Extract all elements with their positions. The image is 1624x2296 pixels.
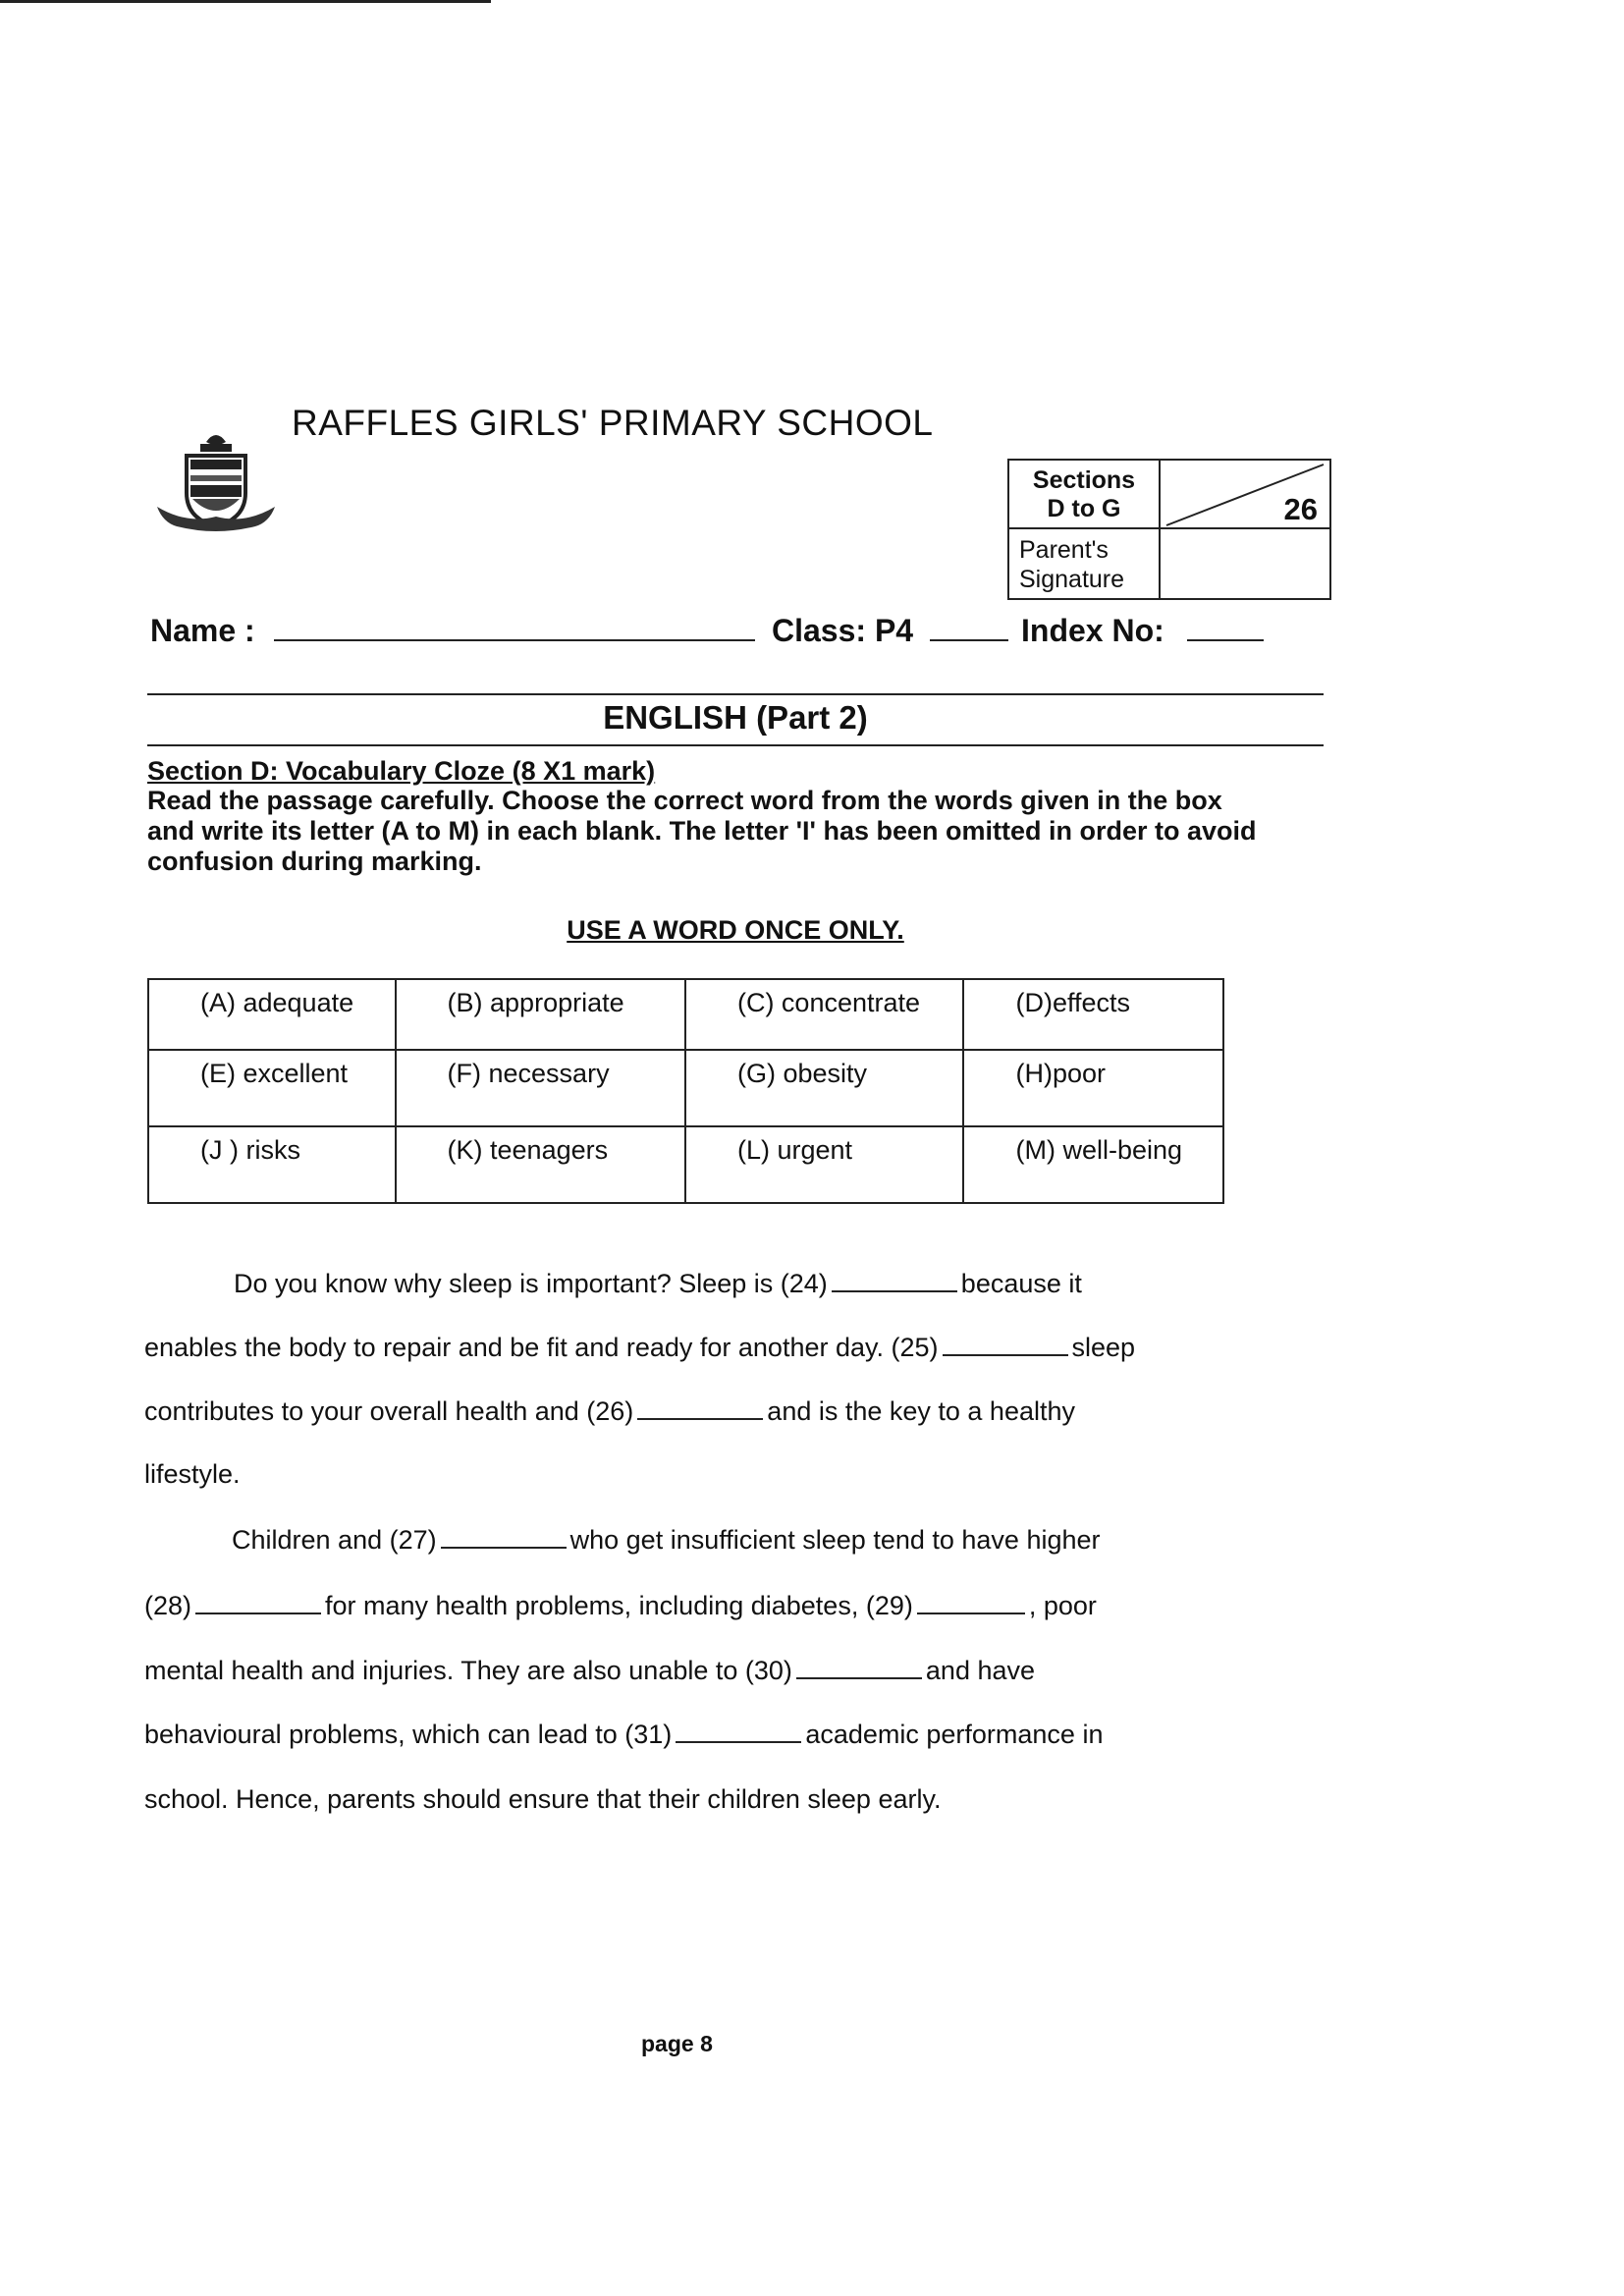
word-option: (E) excellent [148, 1050, 396, 1126]
passage-line [144, 1333, 1254, 1362]
passage-line [234, 1269, 1343, 1298]
passage-text: and have [925, 1656, 1036, 1685]
word-option: (F) necessary [396, 1050, 685, 1126]
parent-signature-label: Parent's Signature [1009, 529, 1161, 598]
passage-text: mental health and injuries. They are also unable to (30) [144, 1656, 792, 1685]
sections-range-text: D to G [1047, 495, 1121, 522]
passage-line [144, 1459, 1254, 1489]
word-option: (H)poor [963, 1050, 1223, 1126]
passage-line [144, 1396, 1254, 1426]
score-box [1007, 459, 1331, 600]
table-row [148, 979, 1223, 1050]
blank-25[interactable] [943, 1353, 1068, 1356]
passage-text: behavioural problems, which can lead to (31) [144, 1720, 673, 1749]
title-top-rule [147, 693, 1324, 695]
word-option: (C) concentrate [685, 979, 964, 1050]
class-field[interactable] [930, 638, 1008, 641]
class-label: Class: P4 [772, 613, 914, 648]
word-option: (K) teenagers [396, 1126, 685, 1203]
blank-31[interactable] [676, 1740, 801, 1743]
table-row [148, 1050, 1223, 1126]
sections-label [1009, 461, 1161, 529]
blank-29[interactable] [917, 1612, 1025, 1614]
passage-line [144, 1784, 1254, 1814]
sections-label-text: Sections [1032, 466, 1136, 494]
word-option: (J ) risks [148, 1126, 396, 1203]
score-cell [1161, 461, 1329, 529]
school-crest-icon [147, 420, 285, 536]
once-only-note: USE A WORD ONCE ONLY. [567, 915, 904, 945]
class-row [772, 613, 1008, 649]
school-name: RAFFLES GIRLS' PRIMARY SCHOOL [292, 403, 934, 443]
passage-text: school. Hence, parents should ensure that their children sleep early. [144, 1784, 942, 1814]
word-option: (M) well-being [963, 1126, 1223, 1203]
blank-26[interactable] [637, 1417, 763, 1420]
blank-28[interactable] [195, 1612, 321, 1614]
passage-text: and is the key to a healthy [767, 1396, 1076, 1426]
passage-text: (28) [144, 1591, 192, 1620]
word-option: (G) obesity [685, 1050, 964, 1126]
index-label: Index No: [1021, 613, 1164, 648]
name-row [150, 613, 755, 649]
title-bottom-rule [147, 744, 1324, 746]
word-option: (B) appropriate [396, 979, 685, 1050]
passage-text: who get insufficient sleep tend to have higher [569, 1525, 1101, 1555]
page-number: page 8 [641, 2031, 713, 2056]
passage-line [144, 1720, 1254, 1749]
passage-text: sleep [1071, 1333, 1136, 1362]
parent-signature-field[interactable] [1161, 529, 1329, 598]
word-box-table [147, 978, 1224, 1204]
index-row [1021, 613, 1264, 649]
word-option: (A) adequate [148, 979, 396, 1050]
passage-line [232, 1525, 1341, 1555]
passage-text: Do you know why sleep is important? Sleep is (24) [234, 1269, 828, 1298]
name-label: Name : [150, 613, 255, 648]
instructions: Read the passage carefully. Choose the correct word from the words given in the box and write its letter (A to M) in each blank. The letter 'I' has been omitted in order to avoid confusion during marking. [147, 786, 1257, 876]
passage-line [144, 1591, 1254, 1620]
passage-text: enables the body to repair and be fit and ready for another day. (25) [144, 1333, 939, 1362]
word-option: (L) urgent [685, 1126, 964, 1203]
passage-line [144, 1656, 1254, 1685]
passage-text: , poor [1028, 1591, 1097, 1620]
scan-top-edge [0, 0, 491, 3]
passage-text: for many health problems, including diabetes, (29) [325, 1591, 913, 1620]
passage-text: academic performance in [805, 1720, 1104, 1749]
passage-text: because it [960, 1269, 1082, 1298]
word-option: (D)effects [963, 979, 1223, 1050]
total-marks: 26 [1283, 492, 1318, 526]
table-row [148, 1126, 1223, 1203]
index-field[interactable] [1187, 638, 1264, 641]
name-field[interactable] [274, 638, 755, 641]
passage-text: Children and (27) [232, 1525, 437, 1555]
blank-27[interactable] [441, 1546, 567, 1549]
blank-30[interactable] [796, 1676, 922, 1679]
passage-text: lifestyle. [144, 1459, 241, 1489]
blank-24[interactable] [832, 1289, 957, 1292]
passage-text: contributes to your overall health and (26) [144, 1396, 634, 1426]
paper-title: ENGLISH (Part 2) [603, 699, 868, 736]
section-title: Section D: Vocabulary Cloze (8 X1 mark) [147, 756, 656, 786]
